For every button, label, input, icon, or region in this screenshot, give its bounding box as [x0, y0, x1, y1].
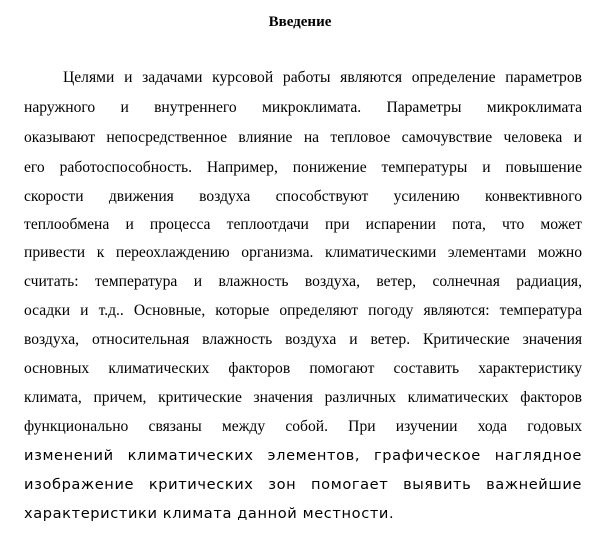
document-title: Введение: [268, 14, 332, 30]
paragraph-line: осадки и т.д.. Основные, которые определяют погоду являются: температура: [24, 302, 582, 319]
paragraph-line: характеристики климата данной местности.: [24, 505, 395, 522]
paragraph-line: основных климатических факторов помогают составить характеристику: [24, 360, 582, 377]
paragraph-line: оказывают непосредственное влияние на тепловое самочувствие человека и: [24, 129, 582, 146]
paragraph-line: наружного и внутреннего микроклимата. Параметры микроклимата: [24, 99, 582, 116]
paragraph-line: функционально связаны между собой. При изучении хода годовых: [24, 418, 582, 435]
paragraph-line: его работоспособность. Например, понижение температуры и повышение: [24, 159, 582, 176]
paragraph-line: теплообмена и процесса теплоотдачи при испарении пота, что может: [24, 216, 582, 233]
paragraph-line: климата, причем, критические значения различных климатических факторов: [24, 389, 582, 406]
paragraph-line: Целями и задачами курсовой работы являются определение параметров: [63, 69, 582, 86]
paragraph-line: считать: температура и влажность воздуха, ветер, солнечная радиация,: [24, 273, 582, 290]
paragraph-line: изменений климатических элементов, графическое наглядное: [24, 447, 582, 464]
paragraph-line: привести к переохлаждению организма. климатическими элементами можно: [24, 244, 582, 261]
paragraph-line: воздуха, относительная влажность воздуха и ветер. Критические значения: [24, 331, 582, 348]
paragraph-line: скорости движения воздуха способствуют усилению конвективного: [24, 188, 582, 205]
paragraph-line: изображение критических зон помогает выявить важнейшие: [24, 476, 582, 493]
